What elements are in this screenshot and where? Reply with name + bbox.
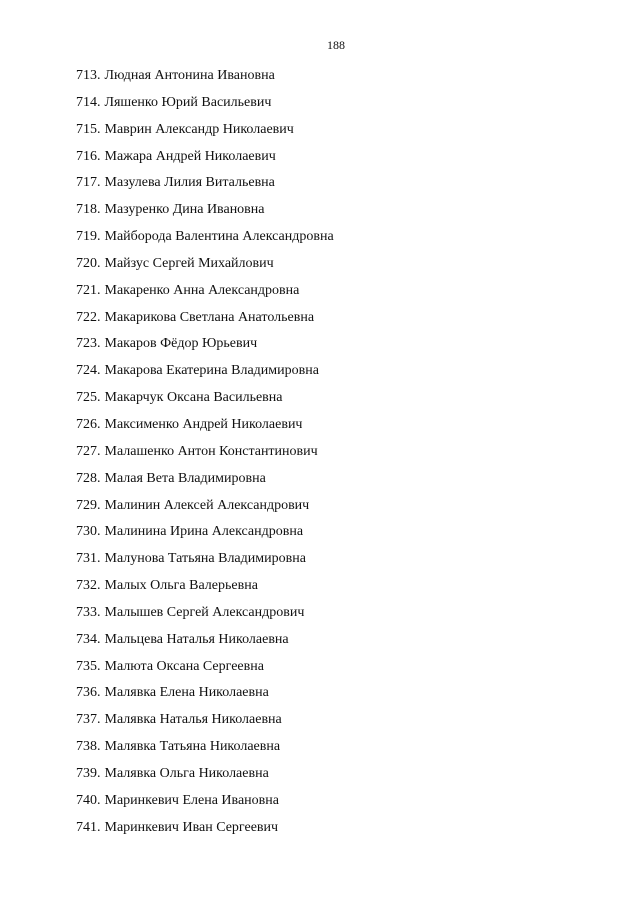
entry-name: Макарова Екатерина Владимировна <box>104 363 319 379</box>
list-item <box>76 358 334 385</box>
entry-number: 741. <box>76 819 101 835</box>
entry-name: Малунова Татьяна Владимировна <box>104 551 306 567</box>
entry-number: 718. <box>76 202 101 218</box>
entry-number: 725. <box>76 390 101 406</box>
entry-name: Малявка Ольга Николаевна <box>104 765 269 781</box>
list-item <box>76 546 334 573</box>
entry-name: Малявка Елена Николаевна <box>104 685 269 701</box>
entry-number: 722. <box>76 309 101 325</box>
entry-name: Людная Антонина Ивановна <box>104 68 275 83</box>
list-item <box>76 519 334 546</box>
list-item <box>76 788 334 815</box>
list-item <box>76 707 334 734</box>
list-item <box>76 224 334 251</box>
entry-name: Малашенко Антон Константинович <box>104 443 318 459</box>
entry-number: 717. <box>76 175 101 191</box>
list-item <box>76 466 334 493</box>
entry-number: 727. <box>76 443 101 459</box>
list-item <box>76 654 334 681</box>
entry-number: 736. <box>76 685 101 701</box>
entry-number: 739. <box>76 765 101 781</box>
entry-number: 714. <box>76 94 101 110</box>
entry-number: 721. <box>76 282 101 298</box>
entry-name: Ляшенко Юрий Васильевич <box>104 94 272 110</box>
list-item <box>76 251 334 278</box>
entry-name: Мальцева Наталья Николаевна <box>104 631 289 647</box>
entry-name: Макаров Фёдор Юрьевич <box>104 336 258 352</box>
entry-number: 720. <box>76 255 101 271</box>
entry-name: Майборода Валентина Александровна <box>104 229 334 245</box>
entry-name: Макарчук Оксана Васильевна <box>104 390 283 406</box>
list-item <box>76 117 334 144</box>
entry-number: 715. <box>76 121 101 137</box>
entry-number: 734. <box>76 631 101 647</box>
page-number: 188 <box>327 38 345 52</box>
entry-number: 716. <box>76 148 101 164</box>
entry-name: Малинина Ирина Александровна <box>104 524 304 540</box>
list-item <box>76 331 334 358</box>
list-item <box>76 170 334 197</box>
name-list <box>76 63 334 841</box>
entry-number: 733. <box>76 604 101 620</box>
entry-number: 731. <box>76 551 101 567</box>
entry-name: Малинин Алексей Александрович <box>104 497 310 513</box>
entry-name: Маринкевич Иван Сергеевич <box>104 819 279 835</box>
entry-number: 728. <box>76 470 101 486</box>
list-item <box>76 493 334 520</box>
entry-name: Малявка Наталья Николаевна <box>104 712 282 728</box>
list-item <box>76 278 334 305</box>
entry-number: 724. <box>76 363 101 379</box>
entry-name: Малюта Оксана Сергеевна <box>104 658 264 674</box>
entry-name: Маринкевич Елена Ивановна <box>104 792 279 808</box>
list-item <box>76 197 334 224</box>
entry-number: 732. <box>76 578 101 594</box>
list-item <box>76 761 334 788</box>
list-item <box>76 734 334 761</box>
list-item <box>76 627 334 654</box>
entry-name: Маврин Александр Николаевич <box>104 121 294 137</box>
entry-name: Малышев Сергей Александрович <box>104 604 305 620</box>
entry-name: Максименко Андрей Николаевич <box>104 416 303 432</box>
entry-number: 735. <box>76 658 101 674</box>
entry-name: Мазуренко Дина Ивановна <box>104 202 265 218</box>
list-item <box>76 385 334 412</box>
entry-name: Малявка Татьяна Николаевна <box>104 739 281 755</box>
entry-number: 726. <box>76 416 101 432</box>
entry-number: 730. <box>76 524 101 540</box>
list-item <box>76 144 334 171</box>
entry-name: Макарикова Светлана Анатольевна <box>104 309 315 325</box>
list-item <box>76 573 334 600</box>
entry-name: Малых Ольга Валерьевна <box>104 578 258 594</box>
entry-name: Майзус Сергей Михайлович <box>104 255 274 271</box>
list-item <box>76 680 334 707</box>
list-item <box>76 439 334 466</box>
list-item <box>76 412 334 439</box>
list-item <box>76 305 334 332</box>
entry-number: 723. <box>76 336 101 352</box>
list-item <box>76 600 334 627</box>
entry-number: 738. <box>76 739 101 755</box>
entry-number: 719. <box>76 229 101 245</box>
list-item <box>76 90 334 117</box>
list-item <box>76 815 334 842</box>
entry-name: Малая Вета Владимировна <box>104 470 266 486</box>
entry-name: Мазулева Лилия Витальевна <box>104 175 275 191</box>
entry-number: 729. <box>76 497 101 513</box>
entry-number: 740. <box>76 792 101 808</box>
entry-name: Мажара Андрей Николаевич <box>104 148 276 164</box>
entry-name: Макаренко Анна Александровна <box>104 282 300 298</box>
entry-number: 737. <box>76 712 101 728</box>
entry-number: 713. <box>76 68 101 83</box>
list-item <box>76 63 334 90</box>
